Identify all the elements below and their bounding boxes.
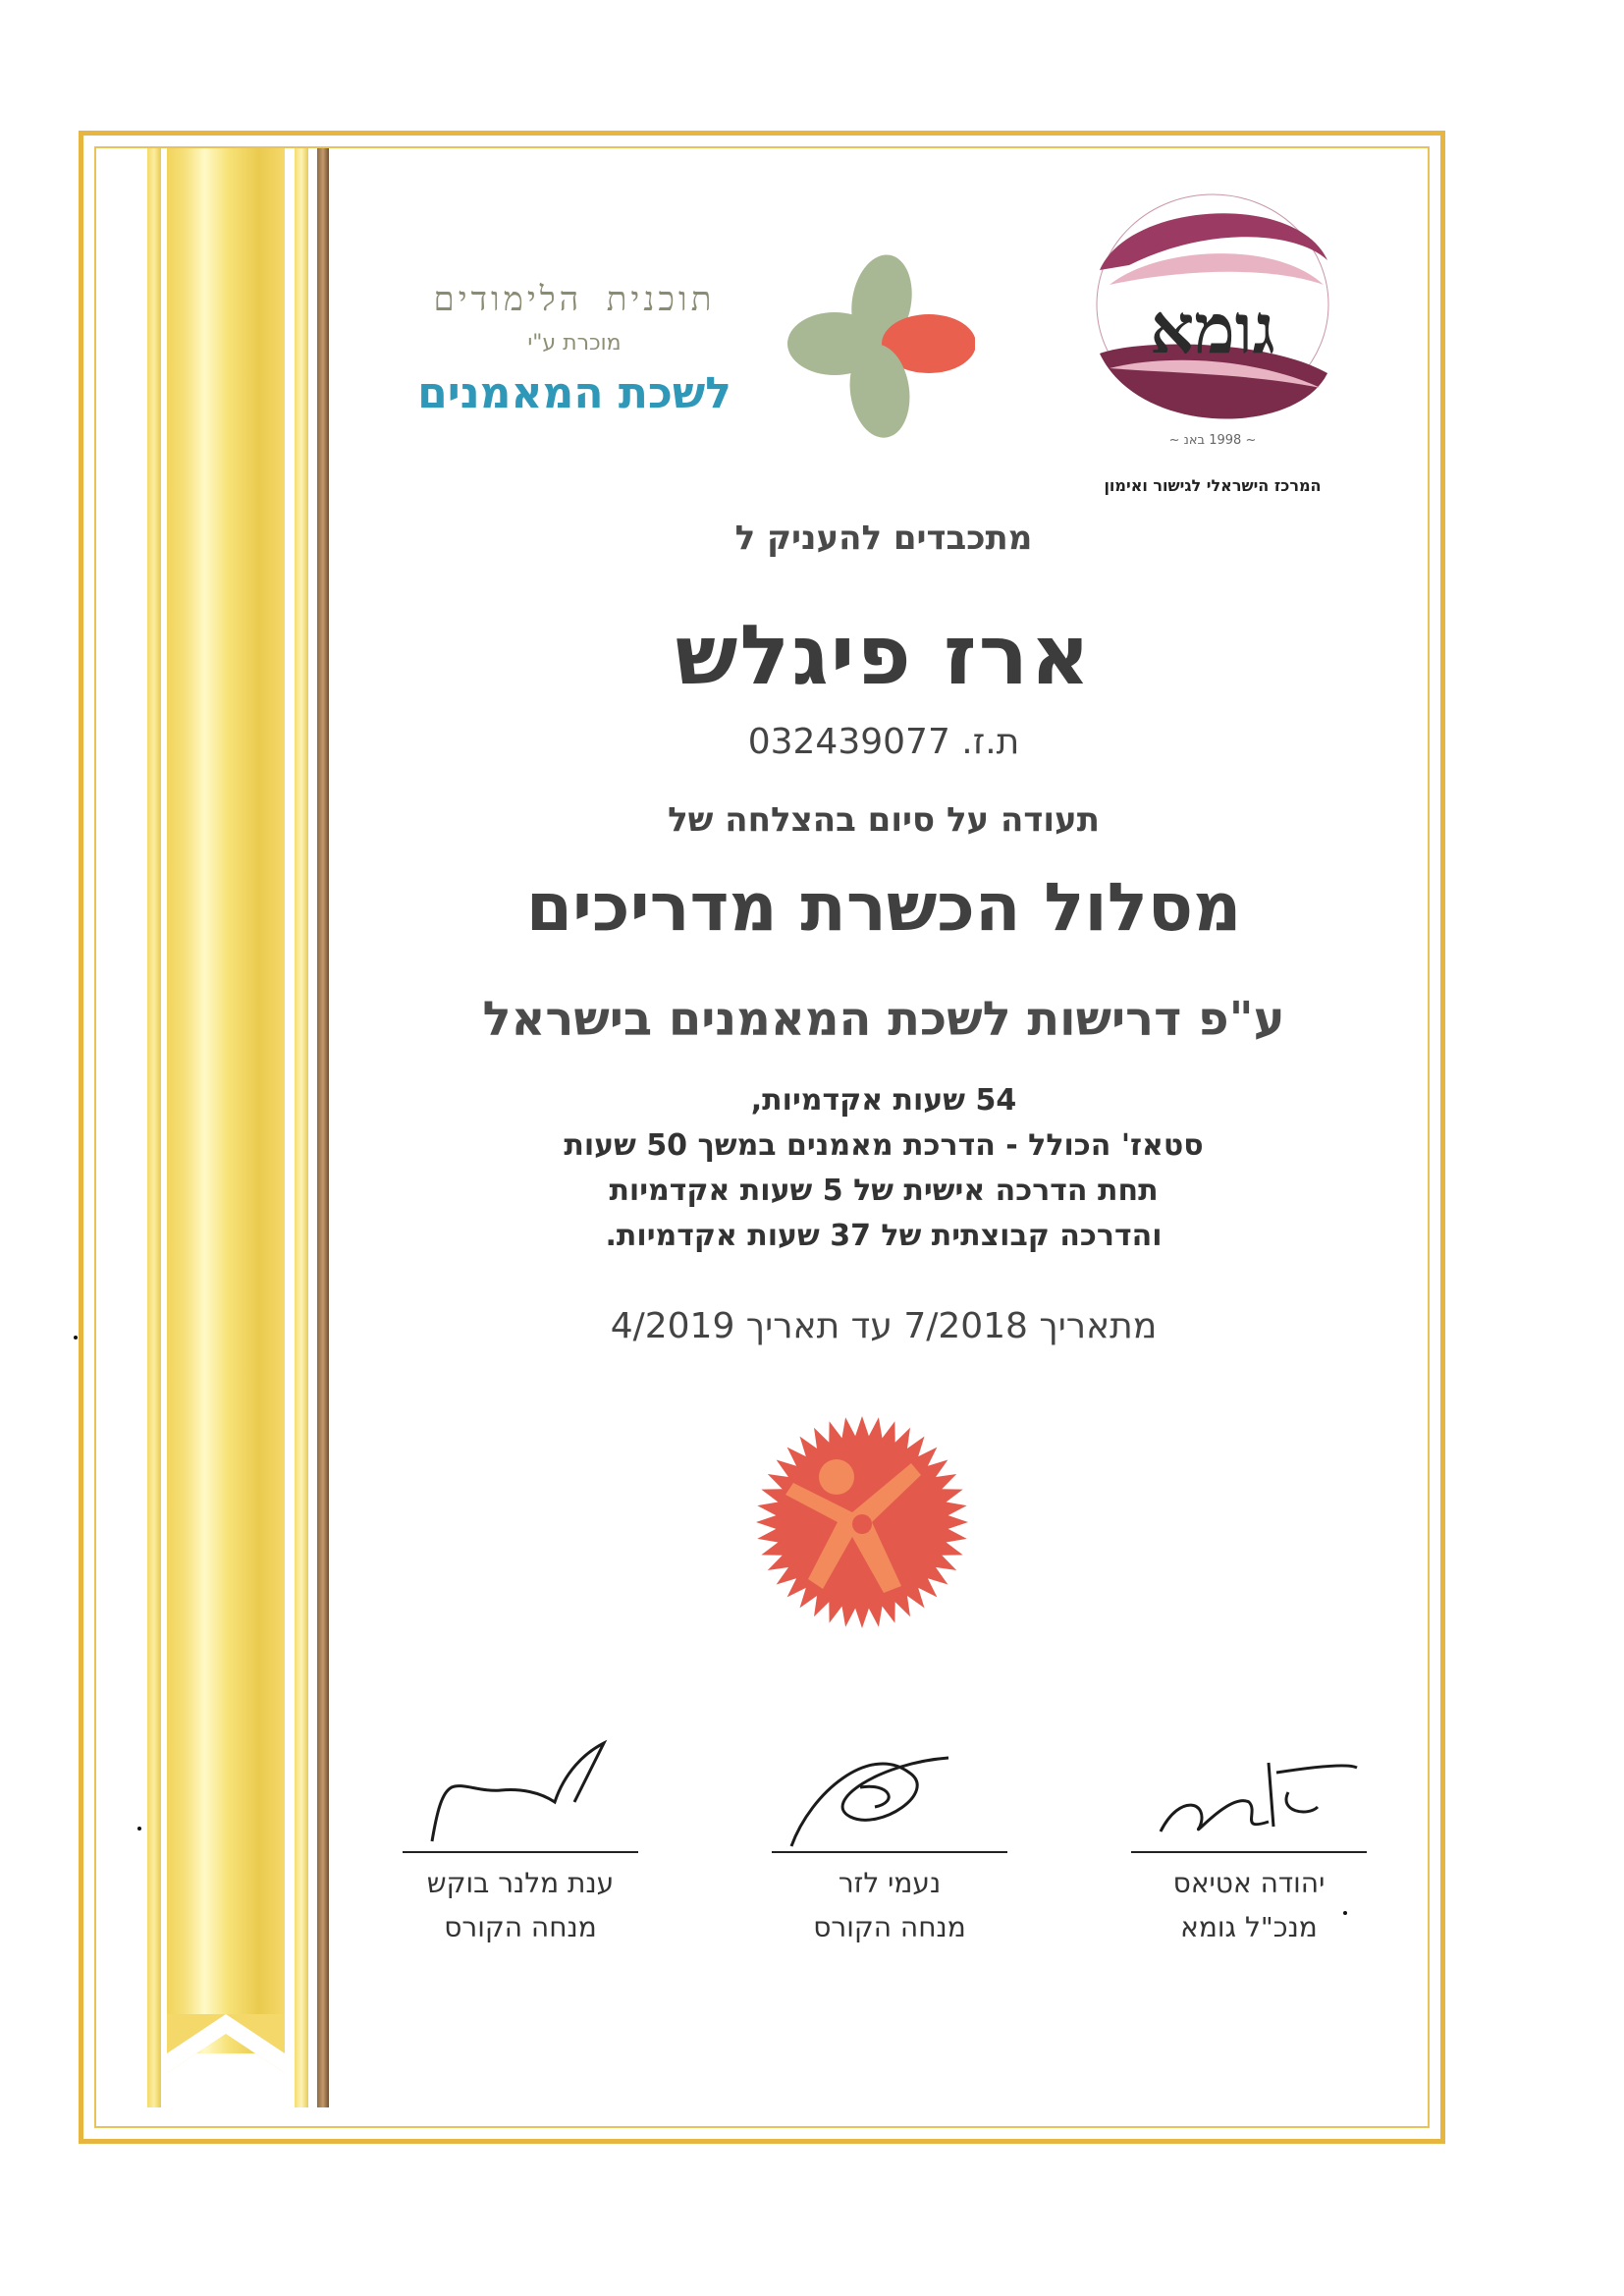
signatory-name: נעמי לזר — [838, 1867, 942, 1899]
signature-block-instructor-1 — [762, 1733, 1017, 1943]
ribbon-stripe-right — [295, 148, 308, 2107]
program-subtitle: מוכרת ע"י — [527, 331, 622, 355]
gome-logo-word: גומא — [1150, 288, 1275, 369]
signatory-role: מנחה הקורס — [813, 1911, 966, 1943]
detail-line: סטאז' הכולל - הדרכת מאמנים במשך 50 שעות — [564, 1128, 1204, 1163]
gome-logo-since: ~ 1998 באנ ~ — [1168, 433, 1257, 448]
course-details — [353, 1078, 1414, 1259]
detail-line: תחת הדרכה אישית של 5 שעות אקדמיות — [609, 1174, 1159, 1208]
signature-block-instructor-2 — [393, 1733, 648, 1943]
ribbon-tail-notch — [167, 2014, 285, 2073]
signature-line — [403, 1851, 638, 1853]
student-name: ארז פיגלש — [675, 607, 1093, 703]
program-logo — [373, 250, 884, 447]
signature-graphic-instructor-2 — [393, 1733, 648, 1851]
signature-graphic-instructor-1 — [762, 1733, 1017, 1851]
program-title: תוכנית הלימודים — [433, 280, 716, 319]
signature-line — [1131, 1851, 1367, 1853]
detail-line: 54 שעות אקדמיות, — [750, 1083, 1017, 1118]
signatory-name: ענת מלנר בוקש — [426, 1867, 615, 1899]
signatory-role: מנחה הקורס — [444, 1911, 597, 1943]
petal-icon — [784, 250, 975, 442]
student-id: ת.ז. 032439077 — [747, 722, 1020, 762]
gome-logo — [1070, 191, 1355, 516]
gold-ribbon — [147, 148, 334, 2053]
scan-speck — [137, 1827, 141, 1831]
scan-speck — [1343, 1911, 1347, 1915]
scan-speck — [74, 1336, 78, 1339]
gome-logo-tagline: המרכז הישראלי לגישור ואימון — [1104, 476, 1322, 495]
certificate-statement: תעודה על סיום בהצלחה של — [668, 800, 1100, 840]
signature-block-ceo — [1121, 1733, 1377, 1943]
signature-graphic-ceo — [1121, 1733, 1377, 1851]
detail-line: והדרכה קבוצתית של 37 שעות אקדמיות. — [605, 1219, 1163, 1253]
program-organization: לשכת המאמנים — [417, 368, 731, 418]
course-dates: מתאריך 7/2018 עד תאריך 4/2019 — [610, 1306, 1158, 1346]
signatory-role: מנכ"ל גומא — [1180, 1911, 1318, 1943]
ribbon-stripe-left — [147, 148, 161, 2107]
course-title: מסלול הכשרת מדריכים — [525, 869, 1242, 947]
signature-line — [772, 1851, 1007, 1853]
red-seal-icon — [754, 1414, 970, 1630]
requirements-line: ע"פ דרישות לשכת המאמנים בישראל — [482, 992, 1285, 1047]
honor-line: מתכבדים להעניק ל — [734, 519, 1033, 558]
ribbon-stripe-brown — [317, 148, 329, 2107]
signatory-name: יהודה אטיאס — [1172, 1867, 1326, 1899]
ribbon-band — [167, 148, 285, 2053]
